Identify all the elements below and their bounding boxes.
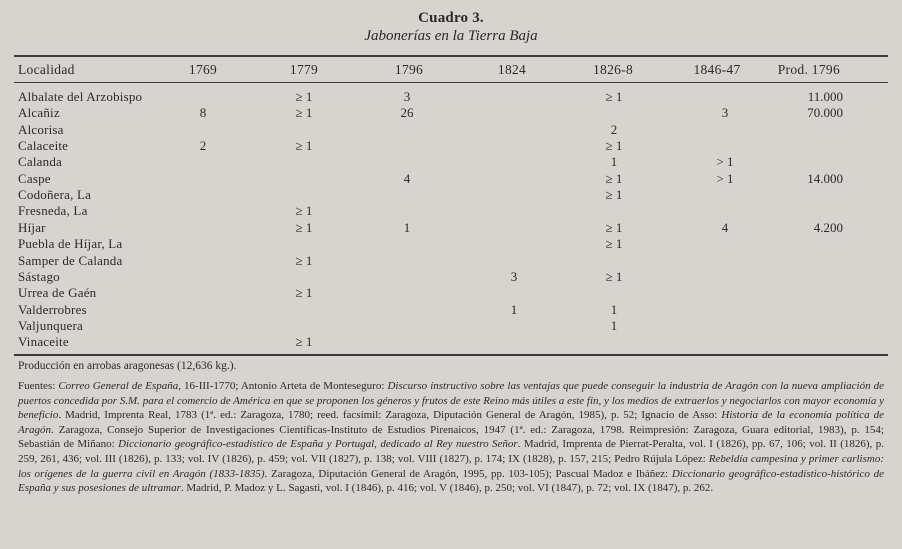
source-title: Diccionario geográfico-estadístico de España y Portugal, dedicado al Rey nuestro Señor (118, 438, 518, 451)
table-row (0, 285, 902, 301)
count-cell-1796: 26 (400, 105, 414, 121)
count-cell-1796: 4 (403, 170, 411, 186)
table-row (0, 154, 902, 170)
localidad-cell: Fresneda, La (18, 203, 88, 219)
source-text: . Madrid, Imprenta Real, 1783 (1ª. ed.: Zaragoza, 1780; reed. facsímil: Zaragoza, Diputación General de Aragón, 1985), p. 52; Ignacio de Asso: (58, 409, 722, 422)
table-row (0, 318, 902, 334)
table-row (0, 187, 902, 203)
table-row (0, 105, 902, 121)
table-row (0, 171, 902, 187)
table-row (0, 269, 902, 285)
table-caption-subtitle: Jabonerías en la Tierra Baja (364, 28, 538, 44)
count-cell-1796: 3 (403, 89, 411, 104)
count-cell-1826: ≥ 1 (605, 170, 623, 186)
localidad-cell: Valjunquera (18, 317, 84, 333)
count-cell-1796: 1 (403, 219, 411, 235)
count-cell-1826: ≥ 1 (605, 187, 623, 203)
source-text: , 16-III-1770; Antonio Arteta de Monteseguro: (178, 380, 388, 392)
source-title: Historia de la economía política de Aragón (18, 409, 884, 436)
count-cell-1779: ≥ 1 (295, 219, 313, 235)
count-cell-1846: > 1 (716, 170, 734, 186)
top-rule (14, 55, 888, 57)
table-row (0, 302, 902, 318)
table-row (0, 220, 902, 236)
localidad-cell: Puebla de Híjar, La (18, 236, 123, 252)
count-cell-1826: ≥ 1 (605, 236, 623, 252)
table-row (0, 236, 902, 252)
header-1826-8: 1826-8 (592, 62, 634, 77)
count-cell-1826: 1 (610, 154, 618, 170)
source-title: Diccionario geográfico-estadístico-histórico de España y sus posesiones de ultramar (18, 467, 884, 495)
count-cell-1769: 2 (199, 138, 207, 154)
count-cell-1826: ≥ 1 (605, 138, 623, 154)
count-cell-1779: ≥ 1 (295, 138, 313, 154)
localidad-cell: Samper de Calanda (18, 252, 123, 268)
count-cell-1779: ≥ 1 (295, 105, 313, 121)
localidad-cell: Codoñera, La (18, 187, 92, 203)
localidad-cell: Alcorisa (18, 121, 64, 137)
count-cell-1769: 8 (199, 105, 207, 121)
count-cell-1826: 1 (610, 317, 618, 333)
table-caption-title: Cuadro 3. (418, 10, 484, 26)
table-row (0, 334, 902, 350)
count-cell-1846: 3 (721, 105, 729, 121)
header-localidad: Localidad (18, 62, 75, 77)
count-cell-1826: 1 (610, 301, 618, 317)
count-cell-1846: 4 (721, 219, 729, 235)
count-cell-1826: ≥ 1 (605, 89, 623, 104)
localidad-cell: Albalate del Arzobispo (18, 89, 143, 104)
source-text: Fuentes: (18, 380, 59, 392)
table-row (0, 253, 902, 269)
production-note: Producción en arrobas aragonesas (12,636 kg.). (18, 360, 237, 372)
production-cell: 70.000 (807, 105, 843, 121)
count-cell-1779: ≥ 1 (295, 334, 313, 350)
count-cell-1826: 2 (610, 121, 618, 137)
count-cell-1824: 1 (510, 301, 518, 317)
count-cell-1779: ≥ 1 (295, 89, 313, 104)
count-cell-1826: ≥ 1 (605, 219, 623, 235)
production-cell: 11.000 (807, 89, 843, 104)
count-cell-1846: > 1 (716, 154, 734, 170)
source-text: . Zaragoza, Diputación General de Aragón, 1995, pp. 103-105); Pascual Madoz e Ibáñez: (264, 467, 672, 480)
header-rule (14, 82, 888, 83)
bottom-rule (14, 354, 888, 356)
source-text: . Zaragoza, Consejo Superior de Investigaciones Científicas-Instituto de Estudios Pirenaicos, 1947 (1ª. ed.: Zaragoza, 1798. Reimpresión: Zaragoza, Guara editorial, 1983), p. 154; Sebastián de Miñano: (18, 423, 884, 451)
count-cell-1824: 3 (510, 268, 518, 284)
header-1846-47: 1846-47 (693, 62, 741, 77)
localidad-cell: Calaceite (18, 138, 69, 154)
table-row (0, 203, 902, 219)
localidad-cell: Calanda (18, 154, 62, 170)
table-row (0, 138, 902, 154)
localidad-cell: Híjar (18, 219, 46, 235)
header-prod-1796: Prod. 1796 (777, 62, 840, 77)
header-1824: 1824 (497, 62, 527, 77)
header-1779: 1779 (289, 62, 319, 77)
localidad-cell: Vinaceite (18, 334, 69, 350)
count-cell-1779: ≥ 1 (295, 285, 313, 301)
header-1796: 1796 (394, 62, 424, 77)
table-row (0, 122, 902, 138)
source-text: . Madrid, Imprenta de Pierrat-Peralta, vol. I (1826), pp. 67, 106; vol. II (1826), p. 259, 261, 436; vol. III (1826), p. 133; vol. IV (1826), p. 459; vol. VII (1827), p. 138; vol. VIII (1827), p. 174; IX (1828), p. 157, 215; Pedro Rújula López: (18, 438, 884, 465)
localidad-cell: Sástago (18, 268, 60, 284)
source-text: . Madrid, P. Madoz y L. Sagasti, vol. I (1846), p. 416; vol. V (1846), p. 250; vol. VI (1847), p. 72; vol. IX (1847), p. 262. (180, 482, 714, 495)
sources-paragraph (18, 379, 884, 496)
production-cell: 4.200 (813, 219, 843, 235)
count-cell-1779: ≥ 1 (295, 252, 313, 268)
localidad-cell: Alcañiz (18, 105, 60, 121)
source-title: Correo General de España (58, 380, 179, 392)
count-cell-1826: ≥ 1 (605, 268, 623, 284)
localidad-cell: Valderrobres (18, 301, 87, 317)
localidad-cell: Urrea de Gaén (18, 285, 97, 301)
production-cell: 14.000 (807, 170, 843, 186)
header-1769: 1769 (188, 62, 218, 77)
count-cell-1779: ≥ 1 (295, 203, 313, 219)
source-title: Rebeldía campesina y primer carlismo: los orígenes de la guerra civil en Aragón (1833-1835) (18, 452, 884, 480)
source-title: Discurso instructivo sobre las ventajas que puede conseguir la industria de Aragón con la nueva ampliación de puertos concedida por S.M. para el comercio de América en que se proponen los géneros y frutos de este Reino más útiles a este fin, y los medios de extraerlos y negociarlos con mayor economía y beneficio (18, 380, 885, 422)
localidad-cell: Caspe (18, 170, 51, 186)
table-row (0, 89, 902, 105)
